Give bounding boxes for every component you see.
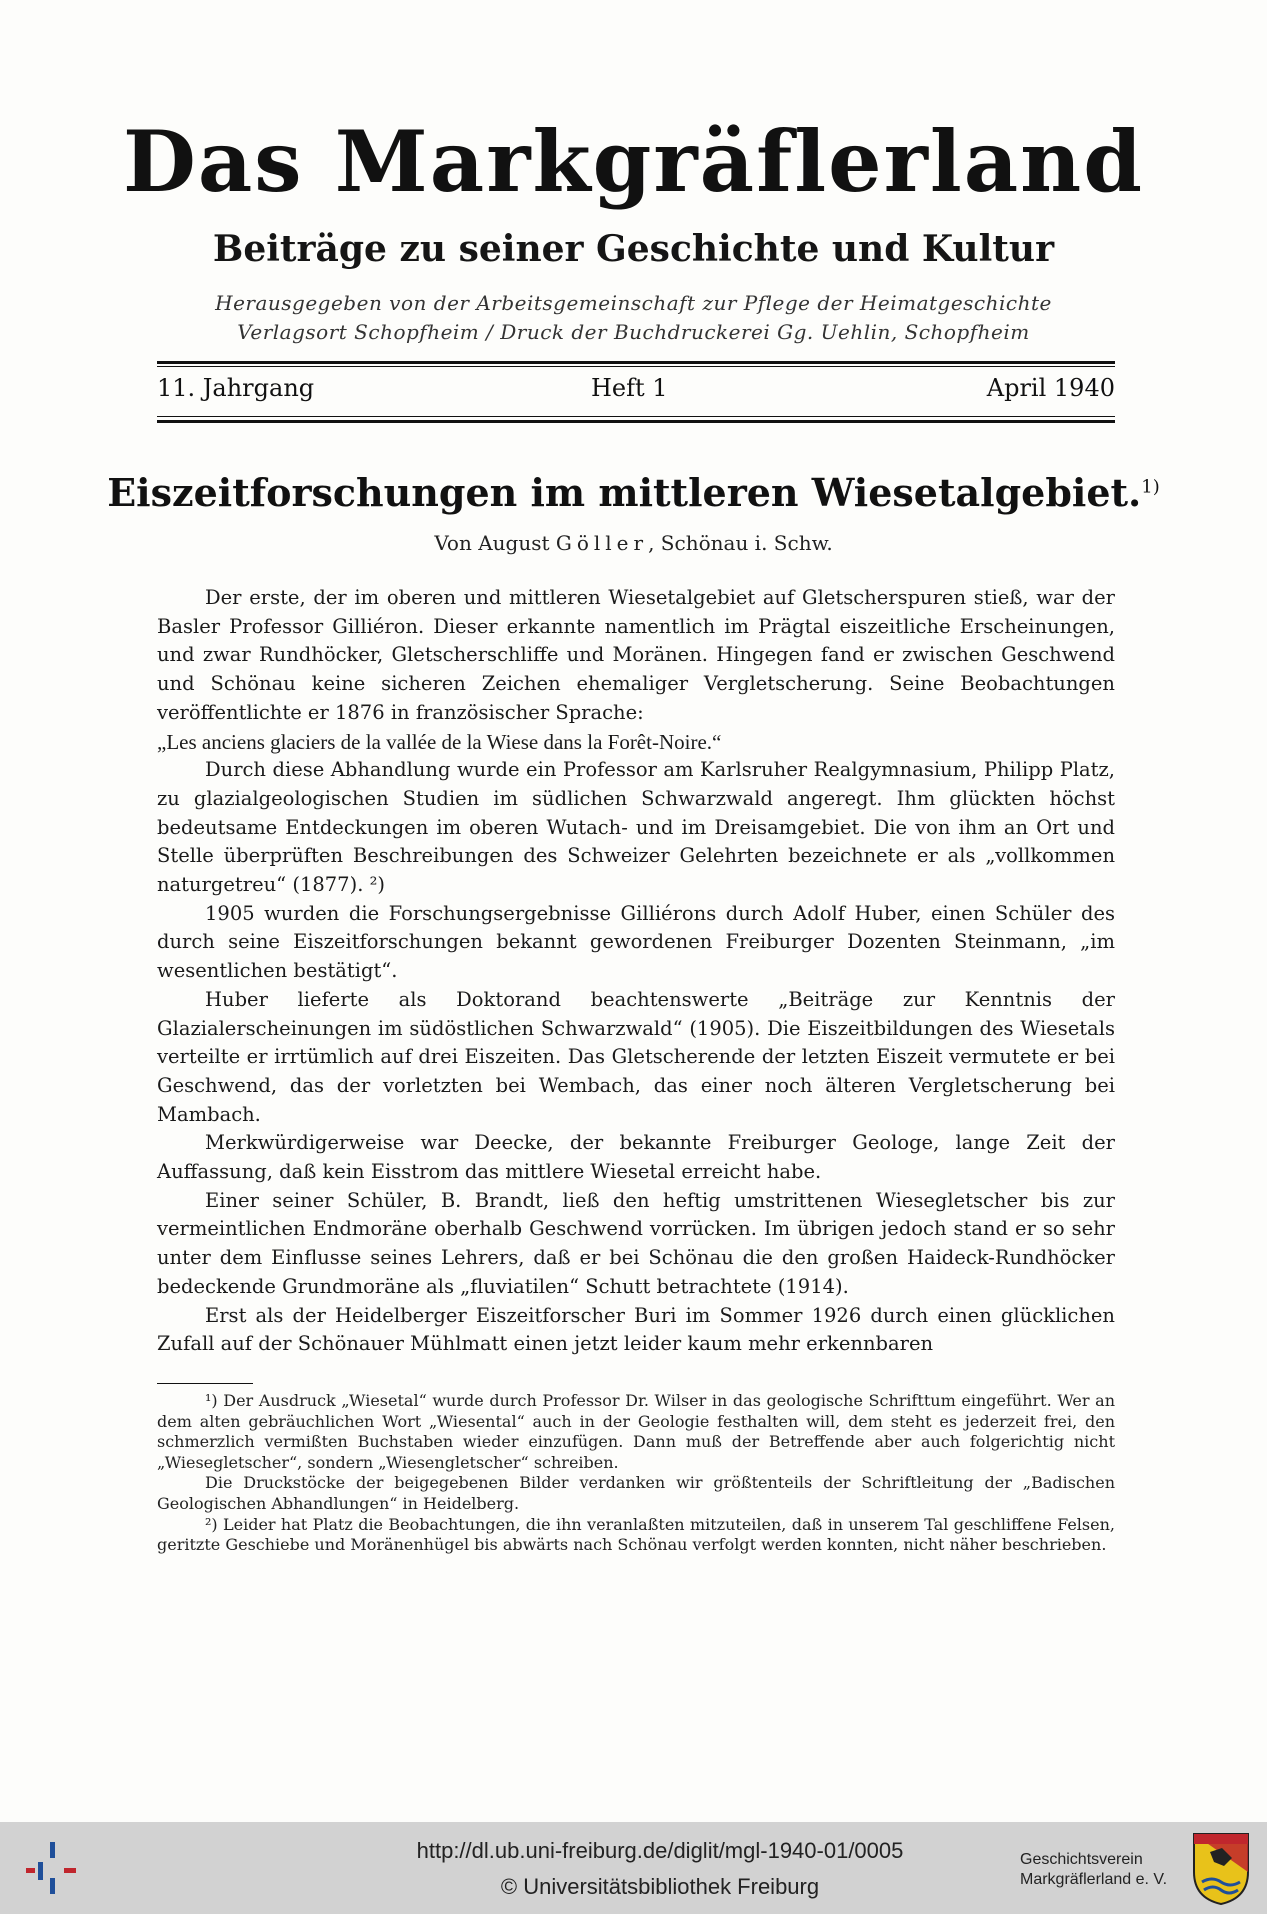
header-rule-top-thin (157, 366, 1115, 367)
permalink-url[interactable]: http://dl.ub.uni-freiburg.de/diglit/mgl-1940-01/0005 (416, 1838, 904, 1863)
author-last-name: Göller (555, 531, 649, 555)
article-title (0, 470, 1267, 515)
header-rule-top (157, 361, 1115, 364)
paragraph: Erst als der Heidelberger Eiszeitforscher Buri im Sommer 1926 durch einen glücklichen Zufall auf der Schönauer Mühlmatt einen jetzt leider kaum mehr erkennbaren (157, 1303, 1115, 1356)
issue-volume: 11. Jahrgang (157, 374, 315, 402)
paragraph: Der erste, der im oberen und mittleren Wiesetalgebiet auf Gletscherspuren stieß, war der Basler Professor Gilliéron. Dieser erkannte namentlich im Prägtal eiszeitliche Erscheinungen, und zwar Rundhöcker, Gletscherschliffe und Moränen. Hingegen fand er zwischen Geschwend und Schönau keine sicheren Zeichen ehemaliger Vergletscherung. Seine Beobachtungen veröffentlichte er 1876 in französischer Sprache: (157, 586, 1115, 724)
paragraph: Merkwürdigerweise war Deecke, der bekannte Freiburger Geologe, lange Zeit der Auffassung, daß kein Eisstrom das mittlere Wiesetal erreicht habe. (157, 1131, 1115, 1184)
print-line: Verlagsort Schopfheim / Druck der Buchdruckerei Gg. Uehlin, Schopfheim (237, 320, 1030, 344)
paragraph: Huber lieferte als Doktorand beachtenswerte „Beiträge zur Kenntnis der Glazialerscheinungen im südöstlichen Schwarzwald“ (1905). Die Eiszeitbildungen des Wiesetals verteilte er irrtümlich auf drei Eiszeiten. Das Gletscherende der letzten Eiszeit vermutete er bei Geschwend, das der vorletzten bei Wembach, das einer noch älteren Vergletscherung bei Mambach. (157, 987, 1115, 1126)
copyright-notice: © Universitätsbibliothek Freiburg (500, 1874, 820, 1899)
issue-date: April 1940 (986, 374, 1115, 402)
journal-title: Das Markgräflerland (123, 112, 1144, 211)
article-title-text: Eiszeitforschungen im mittleren Wiesetalgebiet. (107, 470, 1142, 515)
article-byline (0, 531, 1267, 555)
viewer-footer (0, 1822, 1267, 1914)
society-name-line2: Markgräflerland e. V. (1020, 1871, 1168, 1888)
ub-freiburg-logo-icon[interactable] (24, 1840, 80, 1896)
byline-prefix: Von (434, 531, 472, 555)
issue-number: Heft 1 (591, 374, 668, 402)
society-name (1020, 1850, 1190, 1890)
footnotes (157, 1391, 1115, 1556)
header-rule-bottom (157, 420, 1115, 423)
header-rule-bottom-thin (157, 416, 1115, 417)
quoted-title: „Les anciens glaciers de la vallée de la Wiese dans la Forêt-Noire.“ (157, 729, 722, 754)
issue-info-row (157, 374, 1115, 410)
paragraph: 1905 wurden die Forschungsergebnisse Gilliérons durch Adolf Huber, einen Schüler des durch seine Eiszeitforschungen bekannt gewordenen Freiburger Dozenten Steinmann, „im wesentlichen bestätigt“. (157, 901, 1115, 983)
footnote: Die Druckstöcke der beigegebenen Bilder verdanken wir größtenteils der Schriftleitung der „Badischen Geologischen Abhandlungen“ in Heidelberg. (157, 1473, 1115, 1513)
article-body (157, 584, 1115, 1359)
markgraeflerland-crest-icon (1192, 1832, 1250, 1906)
author-place: , Schönau i. Schw. (648, 531, 833, 555)
author-first-name: August (478, 531, 550, 555)
journal-subtitle: Beiträge zu seiner Geschichte und Kultur (212, 228, 1055, 270)
paragraph: Durch diese Abhandlung wurde ein Professor am Karlsruher Realgymnasium, Philipp Platz, zu glazialgeologischen Studien im südlichen Schwarzwald angeregt. Ihm glückten höchst bedeutsame Entdeckungen im oberen Wutach- und im Dreisamgebiet. Die von ihm an Ort und Stelle überprüften Beschreibungen des Schweizer Gelehrten bezeichnete er als „vollkommen naturgetreu“ (1877). ²) (157, 758, 1115, 897)
publisher-line: Herausgegeben von der Arbeitsgemeinschaft zur Pflege der Heimatgeschichte (215, 291, 1052, 315)
paragraph: Einer seiner Schüler, B. Brandt, ließ den heftig umstrittenen Wiesegletscher bis zur vermeintlichen Endmoräne oberhalb Geschwend vorrücken. Im übrigen jedoch stand er so sehr unter dem Einflusse seines Lehrers, daß er bei Schönau die den großen Haideck-Rundhöcker bedeckende Grundmoräne als „fluviatilen“ Schutt betrachtete (1914). (157, 1188, 1115, 1298)
society-name-line1: Geschichtsverein (1020, 1851, 1143, 1868)
footnote-separator (157, 1383, 253, 1384)
footnote: ¹) Der Ausdruck „Wiesetal“ wurde durch Professor Dr. Wilser in das geologische Schrifttum eingeführt. Wer an dem alten gebräuchlichen Wort „Wiesental“ auch in der Geologie festhalten will, dem steht es jederzeit frei, den schmerzlich vermißten Buchstaben wieder einzufügen. Dann muß der Betreffende aber auch folgerichtig nicht „Wiesegletscher“, sondern „Wiesengletscher“ schreiben. (157, 1391, 1115, 1472)
article-title-footnote-mark: 1) (1141, 476, 1160, 498)
footnote: ²) Leider hat Platz die Beobachtungen, die ihn veranlaßten mitzuteilen, daß in unserem Tal geschliffene Felsen, geritzte Geschiebe und Moränenhügel bis abwärts nach Schönau verfolgt werden konnten, nicht näher beschrieben. (157, 1514, 1115, 1555)
